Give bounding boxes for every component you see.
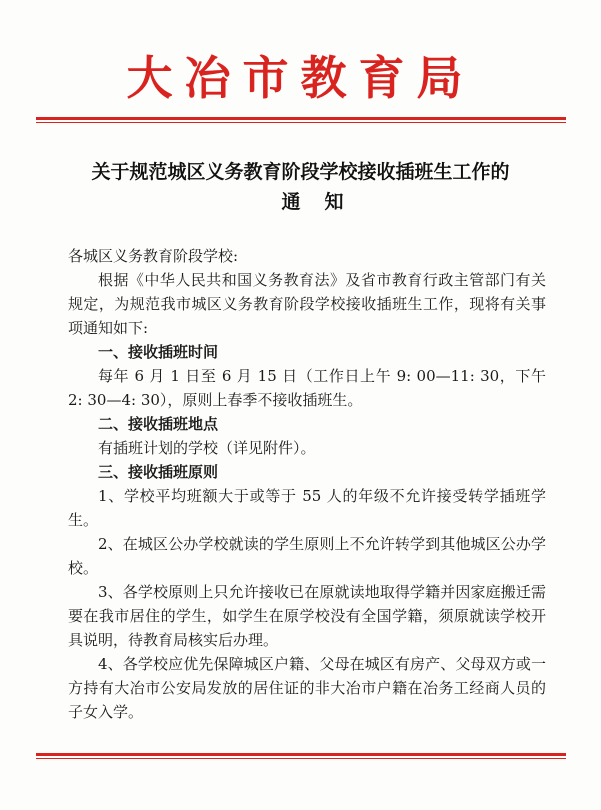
- section2-text: 有插班计划的学校（详见附件）。: [98, 439, 316, 457]
- section3-heading: 三、接收插班原则: [98, 463, 219, 481]
- document-title-line2: 通知: [281, 191, 368, 213]
- salutation: 各城区义务教育阶段学校:: [68, 247, 239, 265]
- masthead-title: 大冶市教育局: [126, 51, 475, 105]
- rule-1: 1、学校平均班额大于或等于 55 人的年级不允许接受转学插班学生。: [68, 487, 546, 529]
- rule-4: 4、各学校应优先保障城区户籍、父母在城区有房产、父母双方或一方持有大冶市公安局发放的居住证的非大冶市户籍在冶务工经商人员的子女入学。: [68, 655, 546, 721]
- rule-2: 2、在城区公办学校就读的学生原则上不允许转学到其他城区公办学校。: [68, 535, 546, 577]
- section1-text: 每年 6 月 1 日至 6 月 15 日（工作日上午 9: 00—11: 30，下午 2: 30—4: 30），原则上春季不接收插班生。: [68, 367, 546, 409]
- intro-paragraph: 根据《中华人民共和国义务教育法》及省市教育行政主管部门有关规定，为规范我市城区义务教育阶段学校接收插班生工作，现将有关事项通知如下:: [68, 271, 546, 337]
- section2-heading: 二、接收插班地点: [98, 415, 219, 433]
- rule-3: 3、各学校原则上只允许接收已在原就读地取得学籍并因家庭搬迁需要在我市居住的学生，如学生在原学校没有全国学籍，须原就读学校开具说明，待教育局核实后办理。: [68, 583, 546, 649]
- masthead-divider-thick: [36, 117, 566, 120]
- document-title-line1: 关于规范城区义务教育阶段学校接收插班生工作的: [91, 161, 510, 183]
- document-body: [68, 244, 546, 724]
- footer-divider-thin: [36, 758, 566, 759]
- footer-divider-thick: [36, 753, 566, 756]
- section1-heading: 一、接收插班时间: [98, 343, 219, 361]
- masthead-divider-thin: [36, 122, 566, 123]
